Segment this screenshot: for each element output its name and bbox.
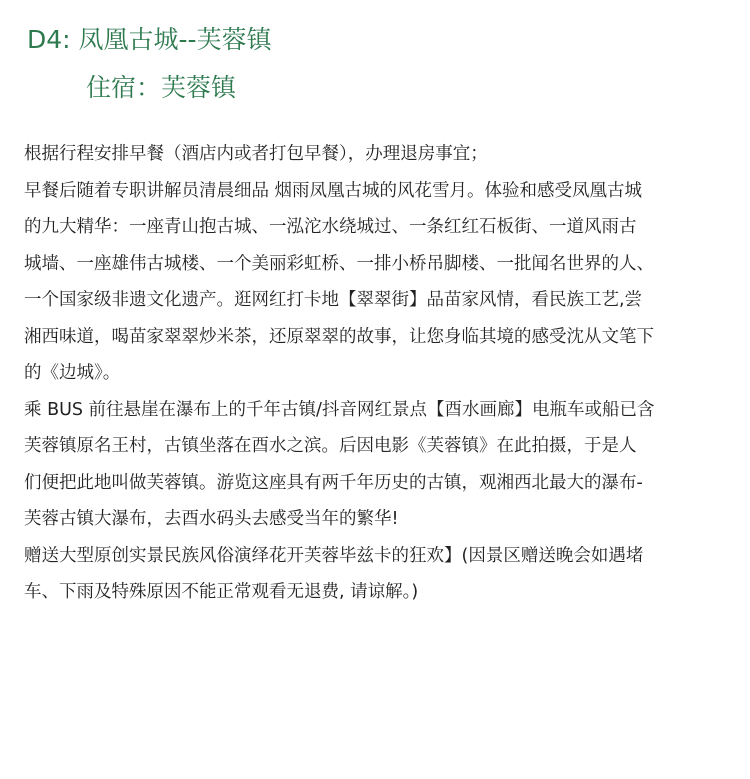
paragraph-line: 一个国家级非遗文化遗产。逛网红打卡地【翠翠街】品苗家风情，看民族工艺,尝: [24, 290, 643, 310]
itinerary-body: [24, 136, 748, 611]
paragraph-line: 芙蓉古镇大瀑布，去酉水码头去感受当年的繁华!: [24, 509, 399, 529]
paragraph-line: 车、下雨及特殊原因不能正常观看无退费, 请谅解。): [24, 582, 419, 602]
paragraph-line: 赠送大型原创实景民族风俗演绎花开芙蓉毕兹卡的狂欢】(因景区赠送晚会如遇堵: [24, 545, 644, 566]
day-title: D4: 凤凰古城--芙蓉镇: [27, 25, 272, 54]
paragraph-line: 根据行程安排早餐（酒店内或者打包早餐），办理退房事宜；: [24, 144, 488, 164]
paragraph-line: 城墙、一座雄伟古城楼、一个美丽彩虹桥、一排小桥吊脚楼、一批闻名世界的人、: [24, 253, 654, 274]
paragraph-line: 湘西味道，喝苗家翠翠炒米茶，还原翠翠的故事，让您身临其境的感受沈从文笔下: [24, 326, 654, 347]
paragraph-evening-show: [24, 538, 748, 611]
paragraph-furong-town: [24, 392, 748, 538]
paragraph-line: 乘 BUS 前往悬崖在瀑布上的千年古镇/抖音网红景点【酉水画廊】电瓶车或船已含: [24, 399, 655, 420]
paragraph-breakfast-checkout: [24, 136, 748, 173]
paragraph-line: 的《边城》。: [24, 363, 121, 383]
paragraph-line: 们便把此地叫做芙蓉镇。游览这座具有两千年历史的古镇，观湘西北最大的瀑布-: [24, 472, 643, 493]
paragraph-line: 的九大精华：一座青山抱古城、一泓沱水绕城过、一条红红石板街、一道风雨古: [24, 217, 637, 237]
paragraph-line: 早餐后随着专职讲解员清晨细品 烟雨凤凰古城的风花雪月。体验和感受凤凰古城: [24, 180, 643, 201]
paragraph-fenghuang-tour: [24, 173, 748, 392]
paragraph-line: 芙蓉镇原名王村，古镇坐落在酉水之滨。后因电影《芙蓉镇》在此拍摄，于是人: [24, 436, 637, 456]
accommodation-title: 住宿：芙蓉镇: [86, 73, 237, 102]
